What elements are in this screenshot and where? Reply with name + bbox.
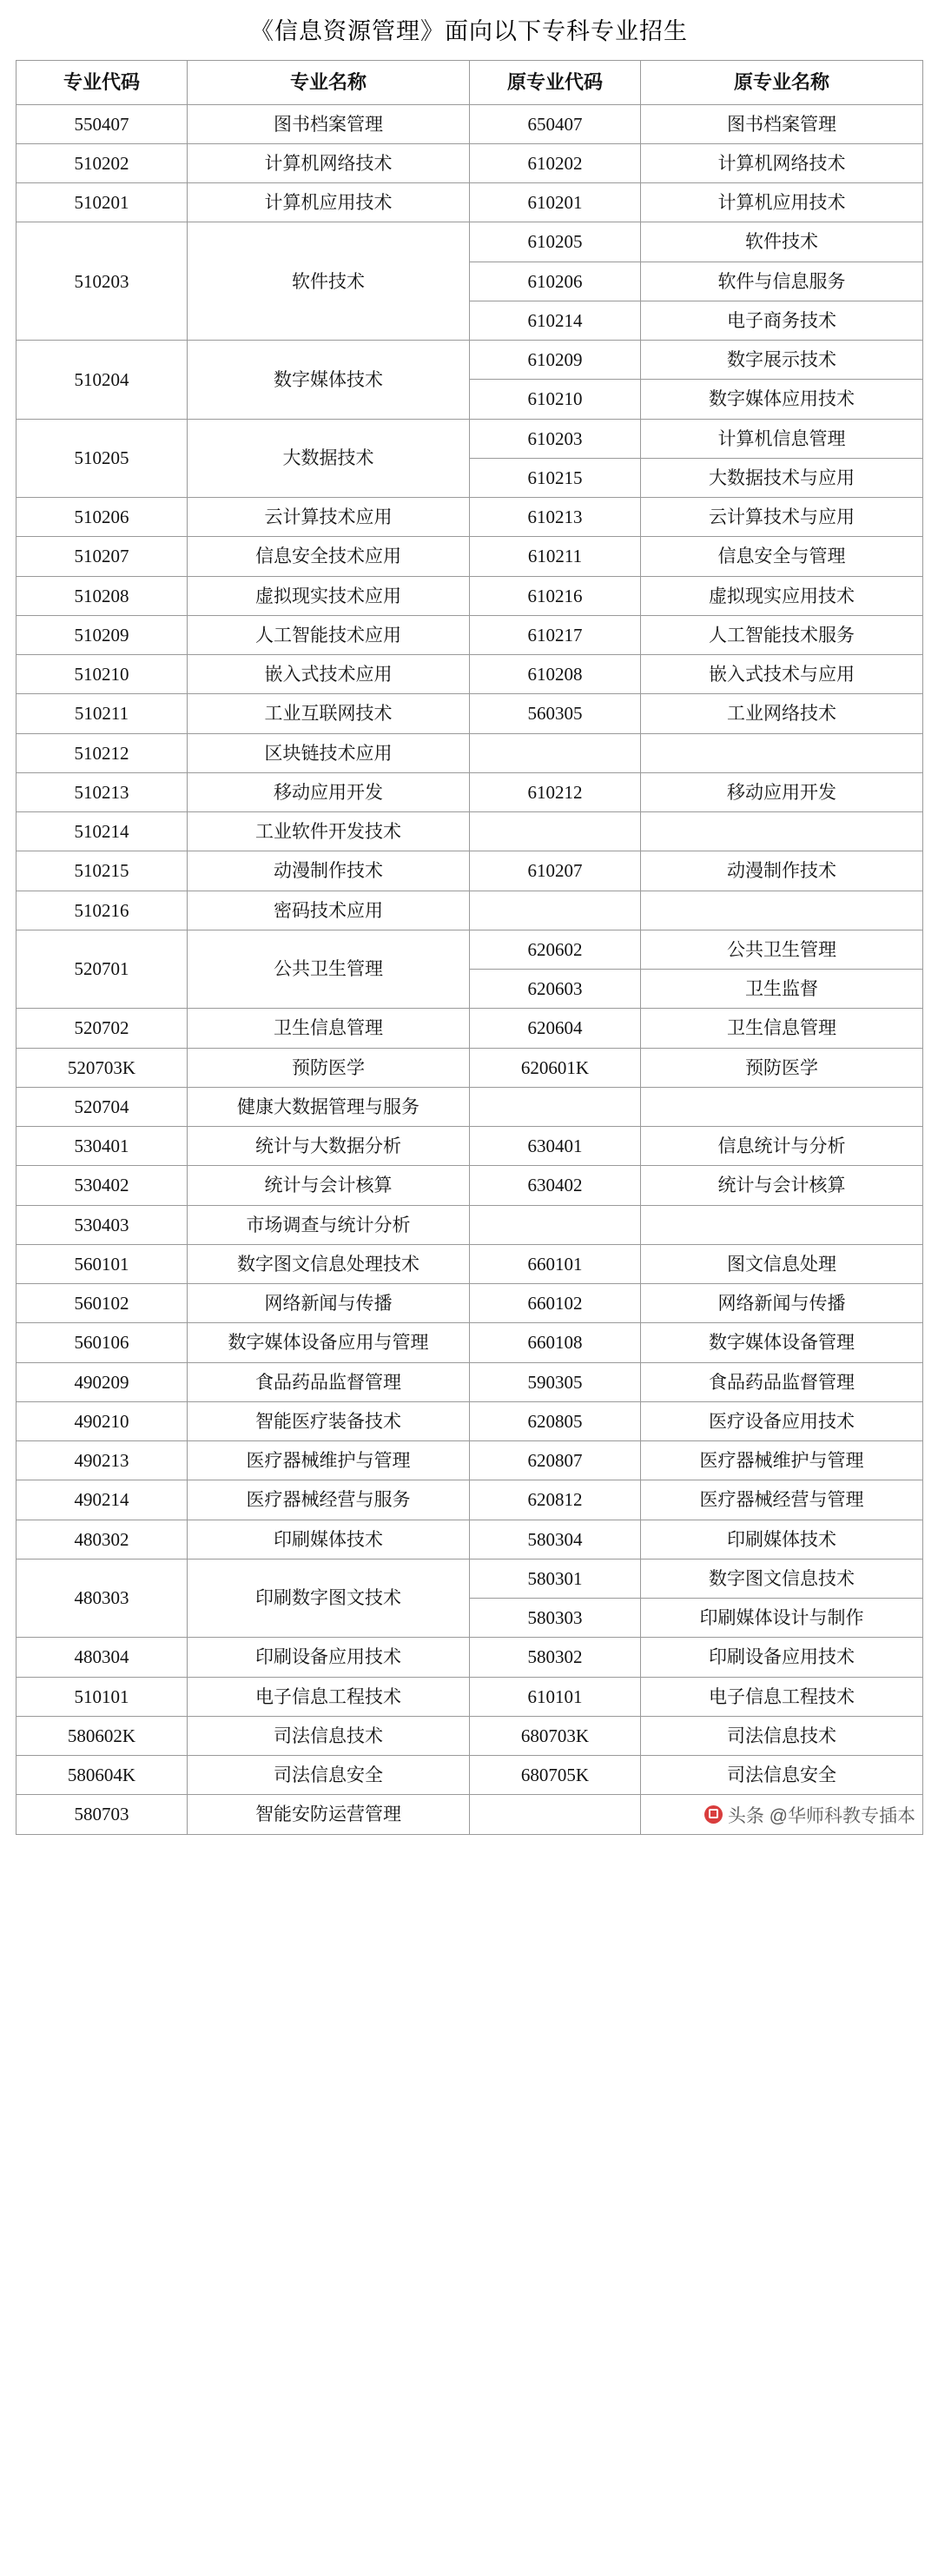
cell-original-name: 数字媒体应用技术: [641, 380, 923, 419]
cell-major-name: 印刷设备应用技术: [188, 1638, 470, 1677]
table-row: [17, 1284, 923, 1323]
cell-original-name: 电子商务技术: [641, 301, 923, 340]
table-row: [17, 1127, 923, 1166]
cell-original-code: 620805: [470, 1401, 641, 1440]
cell-major-code: 510213: [17, 772, 188, 811]
cell-original-code: 580303: [470, 1599, 641, 1638]
cell-original-name: 信息统计与分析: [641, 1127, 923, 1166]
cell-original-name: 数字图文信息技术: [641, 1559, 923, 1598]
cell-original-code: 610217: [470, 615, 641, 654]
table-row: [17, 537, 923, 576]
table-row: [17, 772, 923, 811]
cell-major-name: 信息安全技术应用: [188, 537, 470, 576]
cell-original-code: 560305: [470, 694, 641, 733]
cell-original-code: 580301: [470, 1559, 641, 1598]
cell-major-code: 530401: [17, 1127, 188, 1166]
cell-original-code: [470, 1795, 641, 1834]
cell-major-name: 电子信息工程技术: [188, 1677, 470, 1716]
cell-major-code: 560106: [17, 1323, 188, 1362]
cell-major-name: 动漫制作技术: [188, 851, 470, 891]
cell-original-name: 云计算技术与应用: [641, 498, 923, 537]
cell-original-name: [641, 812, 923, 851]
cell-major-code: 510202: [17, 143, 188, 182]
cell-major-code: 510208: [17, 576, 188, 615]
cell-major-name: 医疗器械维护与管理: [188, 1441, 470, 1480]
cell-original-name: 医疗设备应用技术: [641, 1401, 923, 1440]
table-row: [17, 183, 923, 222]
page-title: 《信息资源管理》面向以下专科专业招生: [250, 18, 688, 44]
cell-original-code: 630401: [470, 1127, 641, 1166]
cell-major-name: 公共卫生管理: [188, 930, 470, 1009]
cell-major-code: 580703: [17, 1795, 188, 1834]
table-row: [17, 1087, 923, 1126]
cell-major-name: 大数据技术: [188, 419, 470, 498]
cell-major-name: 移动应用开发: [188, 772, 470, 811]
cell-major-code: 510216: [17, 891, 188, 930]
cell-major-code: 510101: [17, 1677, 188, 1716]
table-row: [17, 1048, 923, 1087]
cell-original-code: 610209: [470, 341, 641, 380]
table-row: [17, 1244, 923, 1283]
cell-major-name: 云计算技术应用: [188, 498, 470, 537]
cell-major-code: 510207: [17, 537, 188, 576]
cell-original-name: 移动应用开发: [641, 772, 923, 811]
table-row: [17, 1638, 923, 1677]
cell-original-name: 食品药品监督管理: [641, 1362, 923, 1401]
table-row: [17, 1009, 923, 1048]
cell-original-name: 公共卫生管理: [641, 930, 923, 969]
column-header-original-name: 原专业名称: [641, 61, 923, 105]
cell-major-code: 520704: [17, 1087, 188, 1126]
cell-major-code: 510214: [17, 812, 188, 851]
cell-major-code: 510201: [17, 183, 188, 222]
cell-original-name: [641, 1087, 923, 1126]
cell-major-code: 580604K: [17, 1756, 188, 1795]
table-row: [17, 615, 923, 654]
cell-major-code: 510210: [17, 655, 188, 694]
table-row: [17, 1323, 923, 1362]
cell-original-name: 卫生信息管理: [641, 1009, 923, 1048]
cell-major-name: 印刷数字图文技术: [188, 1559, 470, 1638]
table-row: [17, 812, 923, 851]
table-row: [17, 694, 923, 733]
watermark: [704, 1802, 915, 1828]
cell-original-code: 610216: [470, 576, 641, 615]
cell-major-name: 工业互联网技术: [188, 694, 470, 733]
table-row: [17, 1480, 923, 1520]
cell-original-name: 信息安全与管理: [641, 537, 923, 576]
cell-original-name: 计算机应用技术: [641, 183, 923, 222]
cell-original-code: [470, 891, 641, 930]
cell-original-name: 电子信息工程技术: [641, 1677, 923, 1716]
table-body: [17, 104, 923, 1834]
cell-original-code: 610207: [470, 851, 641, 891]
table-row: [17, 498, 923, 537]
cell-original-code: 610203: [470, 419, 641, 458]
cell-major-code: 520701: [17, 930, 188, 1009]
cell-major-code: 510211: [17, 694, 188, 733]
cell-original-name: [641, 1205, 923, 1244]
cell-original-code: 610208: [470, 655, 641, 694]
cell-major-name: 统计与会计核算: [188, 1166, 470, 1205]
table-row: [17, 1559, 923, 1598]
cell-original-name: 图文信息处理: [641, 1244, 923, 1283]
table-row: [17, 1756, 923, 1795]
cell-original-code: 610215: [470, 458, 641, 497]
cell-major-name: 智能安防运营管理: [188, 1795, 470, 1834]
table-header-row: [17, 61, 923, 105]
cell-original-code: 630402: [470, 1166, 641, 1205]
cell-major-name: 市场调查与统计分析: [188, 1205, 470, 1244]
cell-major-code: 490209: [17, 1362, 188, 1401]
cell-major-name: 软件技术: [188, 222, 470, 341]
cell-original-code: 620602: [470, 930, 641, 969]
cell-original-code: 610212: [470, 772, 641, 811]
cell-major-name: 预防医学: [188, 1048, 470, 1087]
table-row: [17, 1520, 923, 1559]
cell-major-code: 520703K: [17, 1048, 188, 1087]
cell-original-name: 虚拟现实应用技术: [641, 576, 923, 615]
cell-major-name: 医疗器械经营与服务: [188, 1480, 470, 1520]
cell-original-code: 580304: [470, 1520, 641, 1559]
cell-original-code: 660101: [470, 1244, 641, 1283]
table-row: [17, 143, 923, 182]
table-row: [17, 1441, 923, 1480]
cell-original-name: 大数据技术与应用: [641, 458, 923, 497]
cell-original-name: 动漫制作技术: [641, 851, 923, 891]
table-row: [17, 1677, 923, 1716]
cell-original-code: 620603: [470, 970, 641, 1009]
cell-original-name: 图书档案管理: [641, 104, 923, 143]
table-row: [17, 341, 923, 380]
cell-major-name: 司法信息技术: [188, 1716, 470, 1755]
cell-original-code: [470, 1205, 641, 1244]
cell-original-code: 610202: [470, 143, 641, 182]
cell-original-name: 计算机信息管理: [641, 419, 923, 458]
cell-original-code: 620604: [470, 1009, 641, 1048]
table-row: [17, 1166, 923, 1205]
cell-major-code: 530403: [17, 1205, 188, 1244]
cell-major-name: 密码技术应用: [188, 891, 470, 930]
cell-original-code: 680703K: [470, 1716, 641, 1755]
cell-original-name: 工业网络技术: [641, 694, 923, 733]
cell-original-code: 610210: [470, 380, 641, 419]
cell-original-code: 620807: [470, 1441, 641, 1480]
table-row: [17, 1205, 923, 1244]
cell-original-name: 统计与会计核算: [641, 1166, 923, 1205]
cell-original-code: 610205: [470, 222, 641, 262]
cell-major-name: 数字媒体设备应用与管理: [188, 1323, 470, 1362]
cell-original-name: 人工智能技术服务: [641, 615, 923, 654]
cell-major-code: 510204: [17, 341, 188, 420]
cell-major-code: 550407: [17, 104, 188, 143]
cell-major-name: 食品药品监督管理: [188, 1362, 470, 1401]
cell-original-name: 司法信息技术: [641, 1716, 923, 1755]
cell-major-name: 数字图文信息处理技术: [188, 1244, 470, 1283]
cell-major-code: 560102: [17, 1284, 188, 1323]
cell-major-code: 490210: [17, 1401, 188, 1440]
cell-major-name: 区块链技术应用: [188, 733, 470, 772]
cell-major-name: 工业软件开发技术: [188, 812, 470, 851]
table-row: [17, 1401, 923, 1440]
cell-original-code: 610211: [470, 537, 641, 576]
cell-original-name: [641, 733, 923, 772]
cell-original-name: 医疗器械维护与管理: [641, 1441, 923, 1480]
major-mapping-table: [16, 60, 923, 1835]
cell-major-code: 510203: [17, 222, 188, 341]
cell-major-name: 健康大数据管理与服务: [188, 1087, 470, 1126]
cell-major-name: 卫生信息管理: [188, 1009, 470, 1048]
cell-major-name: 嵌入式技术应用: [188, 655, 470, 694]
cell-original-name: 司法信息安全: [641, 1756, 923, 1795]
cell-original-code: 680705K: [470, 1756, 641, 1795]
cell-original-code: 650407: [470, 104, 641, 143]
cell-major-name: 虚拟现实技术应用: [188, 576, 470, 615]
cell-original-code: 610206: [470, 262, 641, 301]
cell-major-code: 490214: [17, 1480, 188, 1520]
cell-major-name: 统计与大数据分析: [188, 1127, 470, 1166]
cell-original-name: 印刷媒体设计与制作: [641, 1599, 923, 1638]
cell-original-code: 590305: [470, 1362, 641, 1401]
cell-original-name: 嵌入式技术与应用: [641, 655, 923, 694]
cell-major-code: 480302: [17, 1520, 188, 1559]
cell-major-name: 人工智能技术应用: [188, 615, 470, 654]
cell-original-code: 660102: [470, 1284, 641, 1323]
table-row: [17, 1362, 923, 1401]
cell-major-code: 560101: [17, 1244, 188, 1283]
cell-major-name: 网络新闻与传播: [188, 1284, 470, 1323]
cell-major-code: 490213: [17, 1441, 188, 1480]
cell-major-name: 智能医疗装备技术: [188, 1401, 470, 1440]
cell-original-name: 医疗器械经营与管理: [641, 1480, 923, 1520]
table-row: [17, 733, 923, 772]
cell-major-code: 510215: [17, 851, 188, 891]
column-header-major-name: 专业名称: [188, 61, 470, 105]
cell-major-code: 510205: [17, 419, 188, 498]
cell-major-code: 480304: [17, 1638, 188, 1677]
cell-major-code: 530402: [17, 1166, 188, 1205]
cell-major-code: 580602K: [17, 1716, 188, 1755]
cell-original-code: 620601K: [470, 1048, 641, 1087]
cell-original-code: [470, 733, 641, 772]
column-header-original-code: 原专业代码: [470, 61, 641, 105]
table-row: [17, 930, 923, 969]
toutiao-logo-icon: [704, 1805, 723, 1824]
cell-original-code: 580302: [470, 1638, 641, 1677]
column-header-major-code: 专业代码: [17, 61, 188, 105]
cell-major-name: 印刷媒体技术: [188, 1520, 470, 1559]
cell-major-code: 510206: [17, 498, 188, 537]
cell-original-name: 网络新闻与传播: [641, 1284, 923, 1323]
cell-original-name: 数字展示技术: [641, 341, 923, 380]
cell-major-name: 计算机网络技术: [188, 143, 470, 182]
watermark-text: 头条 @华师科教专插本: [727, 1805, 915, 1826]
cell-original-code: [470, 1087, 641, 1126]
cell-major-name: 图书档案管理: [188, 104, 470, 143]
cell-major-code: 480303: [17, 1559, 188, 1638]
cell-original-code: 610201: [470, 183, 641, 222]
cell-original-code: 620812: [470, 1480, 641, 1520]
table-row: [17, 655, 923, 694]
cell-original-name: 预防医学: [641, 1048, 923, 1087]
cell-original-code: 610101: [470, 1677, 641, 1716]
table-row: [17, 419, 923, 458]
cell-original-name: [641, 891, 923, 930]
cell-original-name: 卫生监督: [641, 970, 923, 1009]
cell-original-name: 软件与信息服务: [641, 262, 923, 301]
cell-original-name: 数字媒体设备管理: [641, 1323, 923, 1362]
cell-major-code: 510209: [17, 615, 188, 654]
cell-original-code: 660108: [470, 1323, 641, 1362]
table-row: [17, 104, 923, 143]
cell-original-code: [470, 812, 641, 851]
cell-major-code: 510212: [17, 733, 188, 772]
cell-major-name: 计算机应用技术: [188, 183, 470, 222]
cell-original-name: 计算机网络技术: [641, 143, 923, 182]
cell-original-name: 印刷设备应用技术: [641, 1638, 923, 1677]
cell-original-name: 软件技术: [641, 222, 923, 262]
table-row: [17, 1716, 923, 1755]
table-row: [17, 222, 923, 262]
cell-major-code: 520702: [17, 1009, 188, 1048]
cell-major-name: 司法信息安全: [188, 1756, 470, 1795]
cell-original-name: 印刷媒体技术: [641, 1520, 923, 1559]
table-row: [17, 851, 923, 891]
cell-major-name: 数字媒体技术: [188, 341, 470, 420]
cell-original-code: 610214: [470, 301, 641, 340]
table-row: [17, 891, 923, 930]
table-row: [17, 576, 923, 615]
cell-original-code: 610213: [470, 498, 641, 537]
